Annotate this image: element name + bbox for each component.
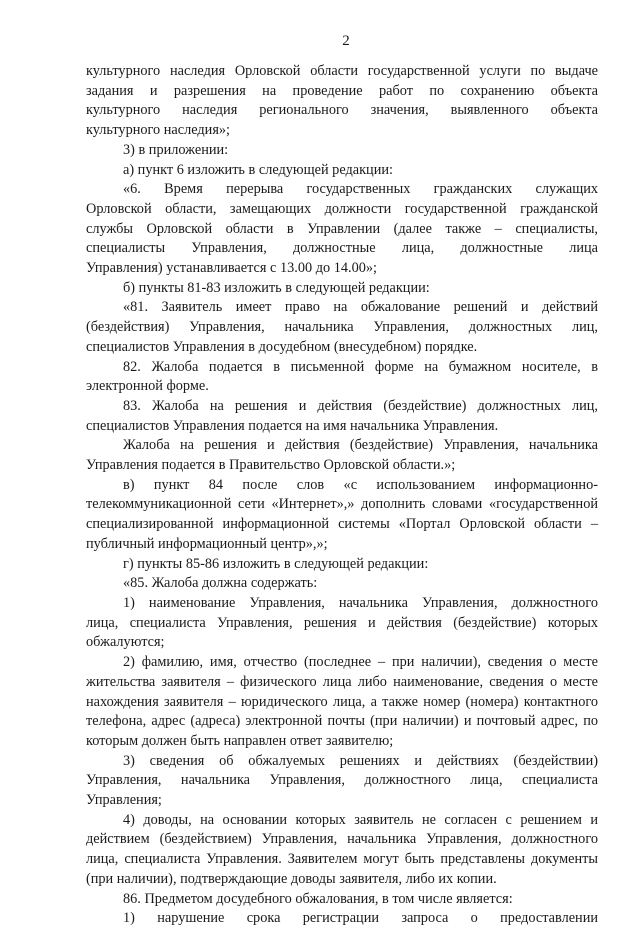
paragraph-line: специалистов Управления в досудебном (внесудебном) порядке. (86, 338, 478, 355)
paragraph-line: специалисты Управления, должностные лица, должностные лица (86, 240, 598, 257)
paragraph-line: лица, специалиста Управления, решения и действия (бездействие) которых (86, 614, 598, 631)
paragraph-line: лица, специалиста Управления. Заявителем могут быть представлены документы (86, 851, 598, 868)
paragraph-line: Управления, начальника Управления, должностного лица, специалиста (86, 772, 598, 789)
paragraph-line: 4) доводы, на основании которых заявитель не согласен с решением и (123, 811, 598, 828)
paragraph-line: Орловской области, замещающих должности государственной гражданской (86, 200, 598, 217)
paragraph-line: б) пункты 81-83 изложить в следующей редакции: (123, 279, 430, 296)
paragraph-line: «6. Время перерыва государственных гражданских служащих (123, 181, 598, 198)
paragraph-line: 1) наименование Управления, начальника Управления, должностного (123, 594, 598, 611)
page-number: 2 (342, 33, 350, 49)
paragraph-line: специалистов Управления подается на имя начальника Управления. (86, 417, 499, 434)
paragraph-line: публичный информационный центр»,»; (86, 535, 328, 552)
paragraph-line: 1) нарушение срока регистрации запроса о предоставлении (123, 910, 598, 927)
paragraph-line: 2) фамилию, имя, отчество (последнее – при наличии), сведения о месте (123, 654, 598, 671)
document-body (86, 62, 598, 929)
paragraph-line: культурного наследия регионального значения, выявленного объекта (86, 102, 598, 119)
paragraph-line: Управления) устанавливается с 13.00 до 14.00»; (86, 260, 377, 277)
paragraph-line: 83. Жалоба на решения и действия (бездействие) должностных лиц, (123, 397, 598, 414)
paragraph-line: специализированной информационной системы «Портал Орловской области – (86, 516, 598, 533)
paragraph-line: (бездействия) Управления, начальника Управления, должностных лиц, (86, 319, 598, 336)
paragraph-line: культурного наследия Орловской области государственной услуги по выдаче (86, 63, 598, 79)
paragraph-line: 86. Предметом досудебного обжалования, в том числе является: (123, 890, 513, 907)
paragraph-line: 82. Жалоба подается в письменной форме на бумажном носителе, в (123, 358, 598, 375)
paragraph-line: которым должен быть направлен ответ заявителю; (86, 732, 394, 749)
paragraph-line: (при наличии), подтверждающие доводы заявителя, либо их копии. (86, 870, 497, 887)
paragraph-line: «85. Жалоба должна содержать: (123, 575, 318, 592)
paragraph-line: Управления; (86, 792, 162, 809)
paragraph-line: обжалуются; (86, 634, 165, 651)
paragraph-line: «81. Заявитель имеет право на обжалование решений и действий (123, 299, 598, 316)
paragraph-line: 3) в приложении: (123, 141, 229, 158)
paragraph-line: 3) сведения об обжалуемых решениях и действиях (бездействии) (123, 752, 598, 769)
paragraph-line: действием (бездействием) Управления, начальника Управления, должностного (86, 831, 598, 848)
paragraph-line: телекоммуникационной сети «Интернет»,» дополнить словами «государственной (86, 496, 598, 513)
paragraph-line: задания и разрешения на проведение работ по сохранению объекта (86, 82, 598, 99)
paragraph-line: нахождения заявителя – юридического лица, а также номер (номера) контактного (86, 693, 598, 710)
paragraph-line: Жалоба на решения и действия (бездействие) Управления, начальника (123, 437, 598, 454)
paragraph-line: жительства заявителя – физического лица либо наименование, сведения о месте (86, 673, 598, 690)
paragraph-line: культурного наследия»; (86, 122, 231, 139)
paragraph-line: службы Орловской области в Управлении (далее также – специалисты, (86, 220, 598, 237)
paragraph-line: г) пункты 85-86 изложить в следующей редакции: (123, 555, 429, 572)
paragraph-line: а) пункт 6 изложить в следующей редакции: (123, 161, 393, 178)
paragraph-line: телефона, адрес (адреса) электронной почты (при наличии) и почтовый адрес, по (86, 713, 598, 730)
paragraph-line: в) пункт 84 после слов «с использованием информационно- (123, 476, 598, 493)
paragraph-line: электронной форме. (86, 378, 209, 395)
paragraph-line: Управления подается в Правительство Орловской области.»; (86, 457, 456, 474)
